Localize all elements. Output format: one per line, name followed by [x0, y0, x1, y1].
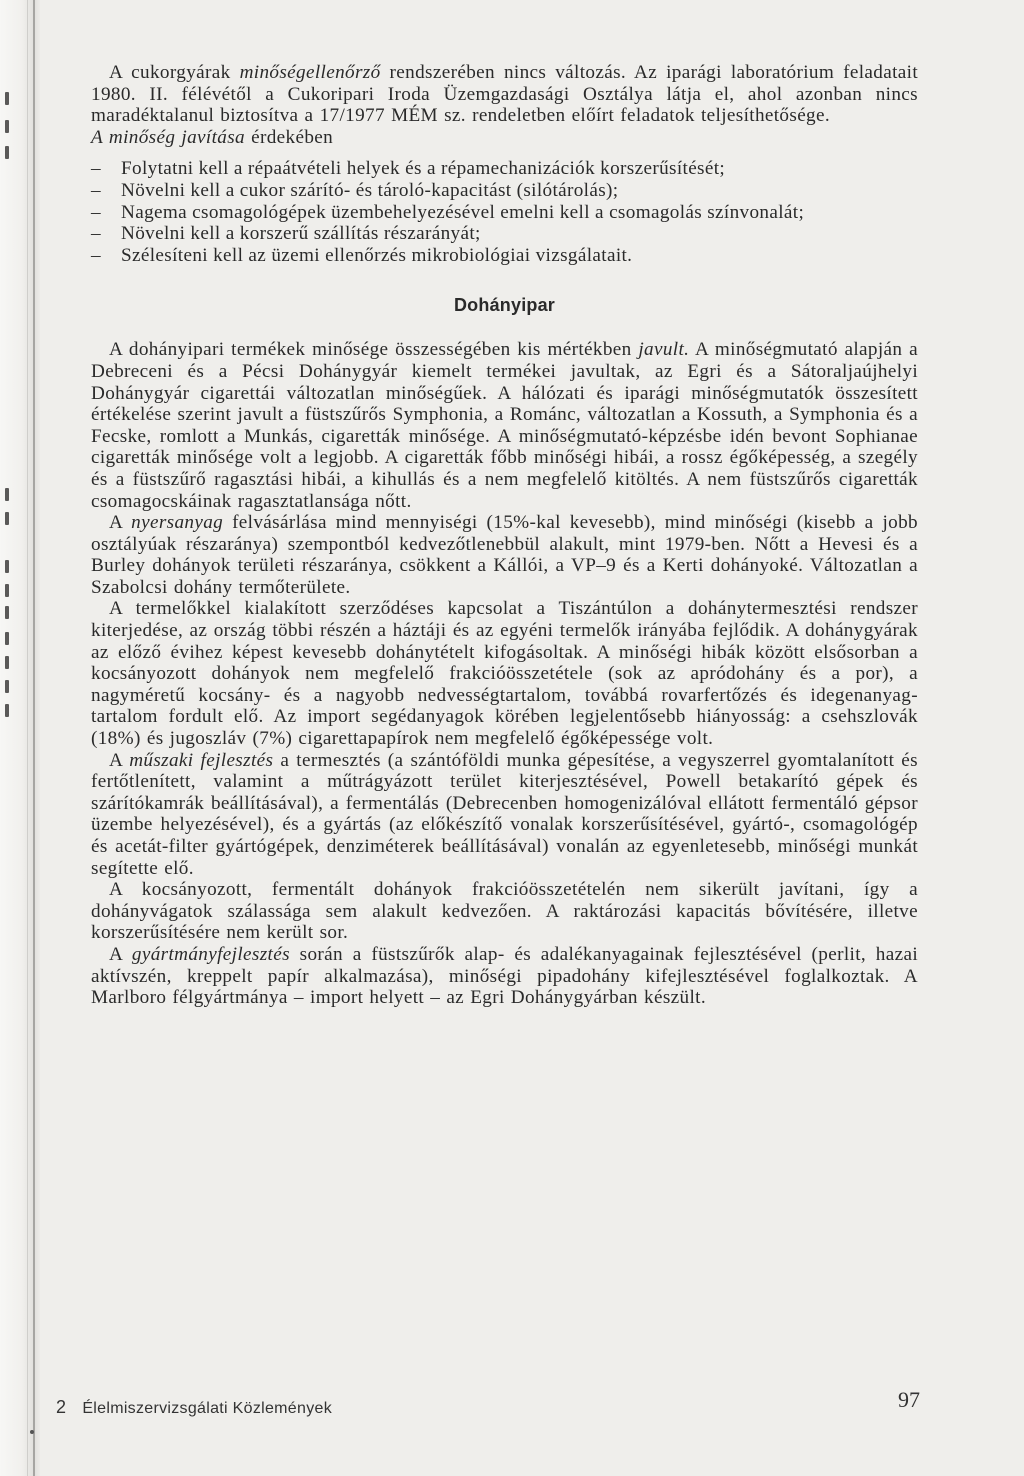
- list-item-text: Nagema csomagológépek üzembehelyezésével emelni kell a csomagolás színvonalát;: [121, 201, 805, 223]
- binding-mark: [5, 488, 9, 501]
- binding-mark: [5, 512, 9, 525]
- signature-number: 2: [56, 1397, 67, 1417]
- binding-mark: [5, 606, 9, 619]
- dash-bullet: –: [91, 158, 101, 180]
- binding-mark: [5, 120, 9, 133]
- journal-title: Élelmiszervizsgálati Közlemények: [82, 1400, 332, 1417]
- dash-bullet: –: [91, 179, 101, 201]
- binding-mark: [5, 92, 9, 105]
- page-footer: [56, 1387, 920, 1417]
- binding-edge-line: [33, 0, 35, 1476]
- list-item: [91, 223, 918, 245]
- intro-paragraph: [91, 62, 918, 127]
- emphasis-muszaki-fejlesztes: műszaki fejlesztés: [129, 749, 274, 771]
- emphasis-minosegellenorzo: minőségellenőrző: [239, 62, 381, 83]
- dash-bullet: –: [91, 244, 101, 266]
- scan-speck: [30, 1430, 34, 1434]
- emphasis-javult: javult.: [638, 339, 690, 361]
- list-item-text: Szélesíteni kell az üzemi ellenőrzés mikrobiológiai vizsgálatait.: [121, 244, 633, 266]
- page-number: 97: [898, 1387, 920, 1412]
- quality-improvement-heading: [91, 127, 918, 149]
- binding-mark: [5, 146, 9, 159]
- text-run: A: [109, 749, 130, 771]
- emphasis-gyartmanyfejlesztes: gyártmányfejlesztés: [131, 943, 290, 965]
- list-item-text: Növelni kell a korszerű szállítás részarányát;: [121, 223, 481, 245]
- page-text: [91, 62, 918, 1009]
- binding-mark: [5, 704, 9, 717]
- body-paragraph-product-dev: [91, 944, 918, 1009]
- body-paragraph-quality: [91, 339, 918, 512]
- text-run: A: [109, 943, 132, 965]
- text-run: rendszerében nincs változás. Az iparági laboratórium feladatait 1980. II. félévétől a Cukoripari Iroda Üzemgazdasági Osztálya látja el, ahol azonban nincs maradéktalanul biztosítva a 17/1977 MÉM sz. rendeletben előírt feladatok teljesíthetősége.: [91, 62, 919, 127]
- text-run: érdekében: [244, 126, 334, 148]
- list-item: [91, 245, 918, 267]
- list-item: [91, 158, 918, 180]
- footer-signature: [56, 1397, 332, 1418]
- improvement-list: [91, 158, 918, 266]
- binding-gutter: [0, 0, 40, 1476]
- text-run: A: [109, 512, 132, 534]
- text-run: során a füstszűrők alap- és adalékanyagainak fejlesztésével (perlit, hazai aktívszén, kreppelt papír alkalmazása), minőségi pipadohány kifejlesztésével foglalkoztak. A Marlboro félgyártmánya – import helyett – az Egri Dohánygyárban készült.: [91, 943, 919, 1009]
- text-run: A cukorgyárak: [109, 62, 240, 83]
- body-paragraph-raw-material: [91, 512, 918, 598]
- text-run: felvásárlása mind mennyiségi (15%-kal kevesebb), mind minőségi (kisebb a jobb osztályúak részaránya) szempontból kedvezőtlenebbül alakult, mint 1979-ben. Nőtt a Hevesi és a Burley dohányok területi részaránya, csökkent a Kállói, a VP–9 és a Kerti dohányoké. Változatlan a Szabolcsi dohány termőterülete.: [91, 512, 919, 598]
- list-item-text: Folytatni kell a répaátvételi helyek és a répamechanizációk korszerűsítését;: [121, 158, 726, 180]
- list-item-text: Növelni kell a cukor szárító- és tároló-kapacitást (silótárolás);: [121, 179, 619, 201]
- binding-mark: [5, 656, 9, 669]
- text-run: A minőségmutató alapján a Debreceni és a Pécsi Dohánygyár kiemelt termékei javultak, az Egri és a Sátoraljaújhelyi Dohánygyár cigarettái változatlan minőségűek. A hálózati és iparági minőségmutatók összesített értékelése szerint javult a füstszűrős Symphonia, a Románc, változatlan a Kossuth, a Symphonia és a Fecske, romlott a Munkás, cigaretták minősége. A minőségmutató-képzésbe idén bevont Sophianae cigaretták minősége volt a legjobb. A cigaretták főbb minőségi hibái, a rossz égőképesség, a szegély és a füstszűrő ragasztási hibái, a kihullás és a nem megfelelő kitöltés. A nem füstszűrős cigaretták csomagocskáinak ragasztatlansága nőtt.: [91, 339, 918, 512]
- emphasis-nyersanyag: nyersanyag: [131, 512, 224, 534]
- binding-shadow-line: [27, 0, 28, 1476]
- list-item: [91, 202, 918, 224]
- binding-mark: [5, 632, 9, 645]
- list-item: [91, 180, 918, 202]
- text-run: A dohányipari termékek minősége összességében kis mértékben: [109, 339, 639, 361]
- binding-mark: [5, 560, 9, 573]
- body-paragraph-fermented: A kocsányozott, fermentált dohányok frakcióösszetételén nem sikerült javítani, így a dohányvágatok szálassága sem alakult kedvezően. A raktározási kapacitás bővítésére, illetve korszerűsítésére nem került sor.: [91, 879, 918, 944]
- text-run: a termesztés (a szántóföldi munka gépesítése, a vegyszerrel gyomtalanított és fertőtlenített, valamint a műtrágyázott terület kiterjesztésével, Powell betakarító gépek és szárítókamrák beállításával), a fermentálás (Debrecenben homogenizálóval ellátott fermentáló gépsor üzembe helyezésével), és a gyártás (az előkészítő vonalak korszerűsítésével, gyártó-, csomagológép és acetát-filter gyártógépek, denziméterek beállításával) vonalán az egyenletesebb, minőségi munkát segítette elő.: [91, 749, 918, 879]
- dash-bullet: –: [91, 201, 101, 223]
- binding-mark: [5, 680, 9, 693]
- emphasis-minoseg-javitasa: A minőség javítása: [91, 126, 245, 148]
- body-paragraph-producers: A termelőkkel kialakított szerződéses kapcsolat a Tiszántúlon a dohánytermesztési rendszer kiterjedése, az ország többi részén a háztáji és az egyéni termelők irányába fejlődik. A dohánygyárak az előző évihez képest kevesebb dohánytételt kifogásoltak. A minőségi hibák között elsősorban a kocsányozott dohányok nem megfelelő frakcióösszetétele (sok az apródohány és a por), a nagyméretű kocsány- és a nagyobb nedvességtartalom, továbbá rovarfertőzés és idegenanyag-tartalom fordult elő. Az import segédanyagok körében legjelentősebb hiányosság: a csehszlovák (18%) és jugoszláv (7%) cigarettapapírok nem megfelelő égőképessége volt.: [91, 598, 918, 750]
- binding-mark: [5, 584, 9, 597]
- body-paragraph-technical: [91, 750, 918, 880]
- section-title: Dohányipar: [453, 295, 556, 316]
- dash-bullet: –: [91, 223, 101, 245]
